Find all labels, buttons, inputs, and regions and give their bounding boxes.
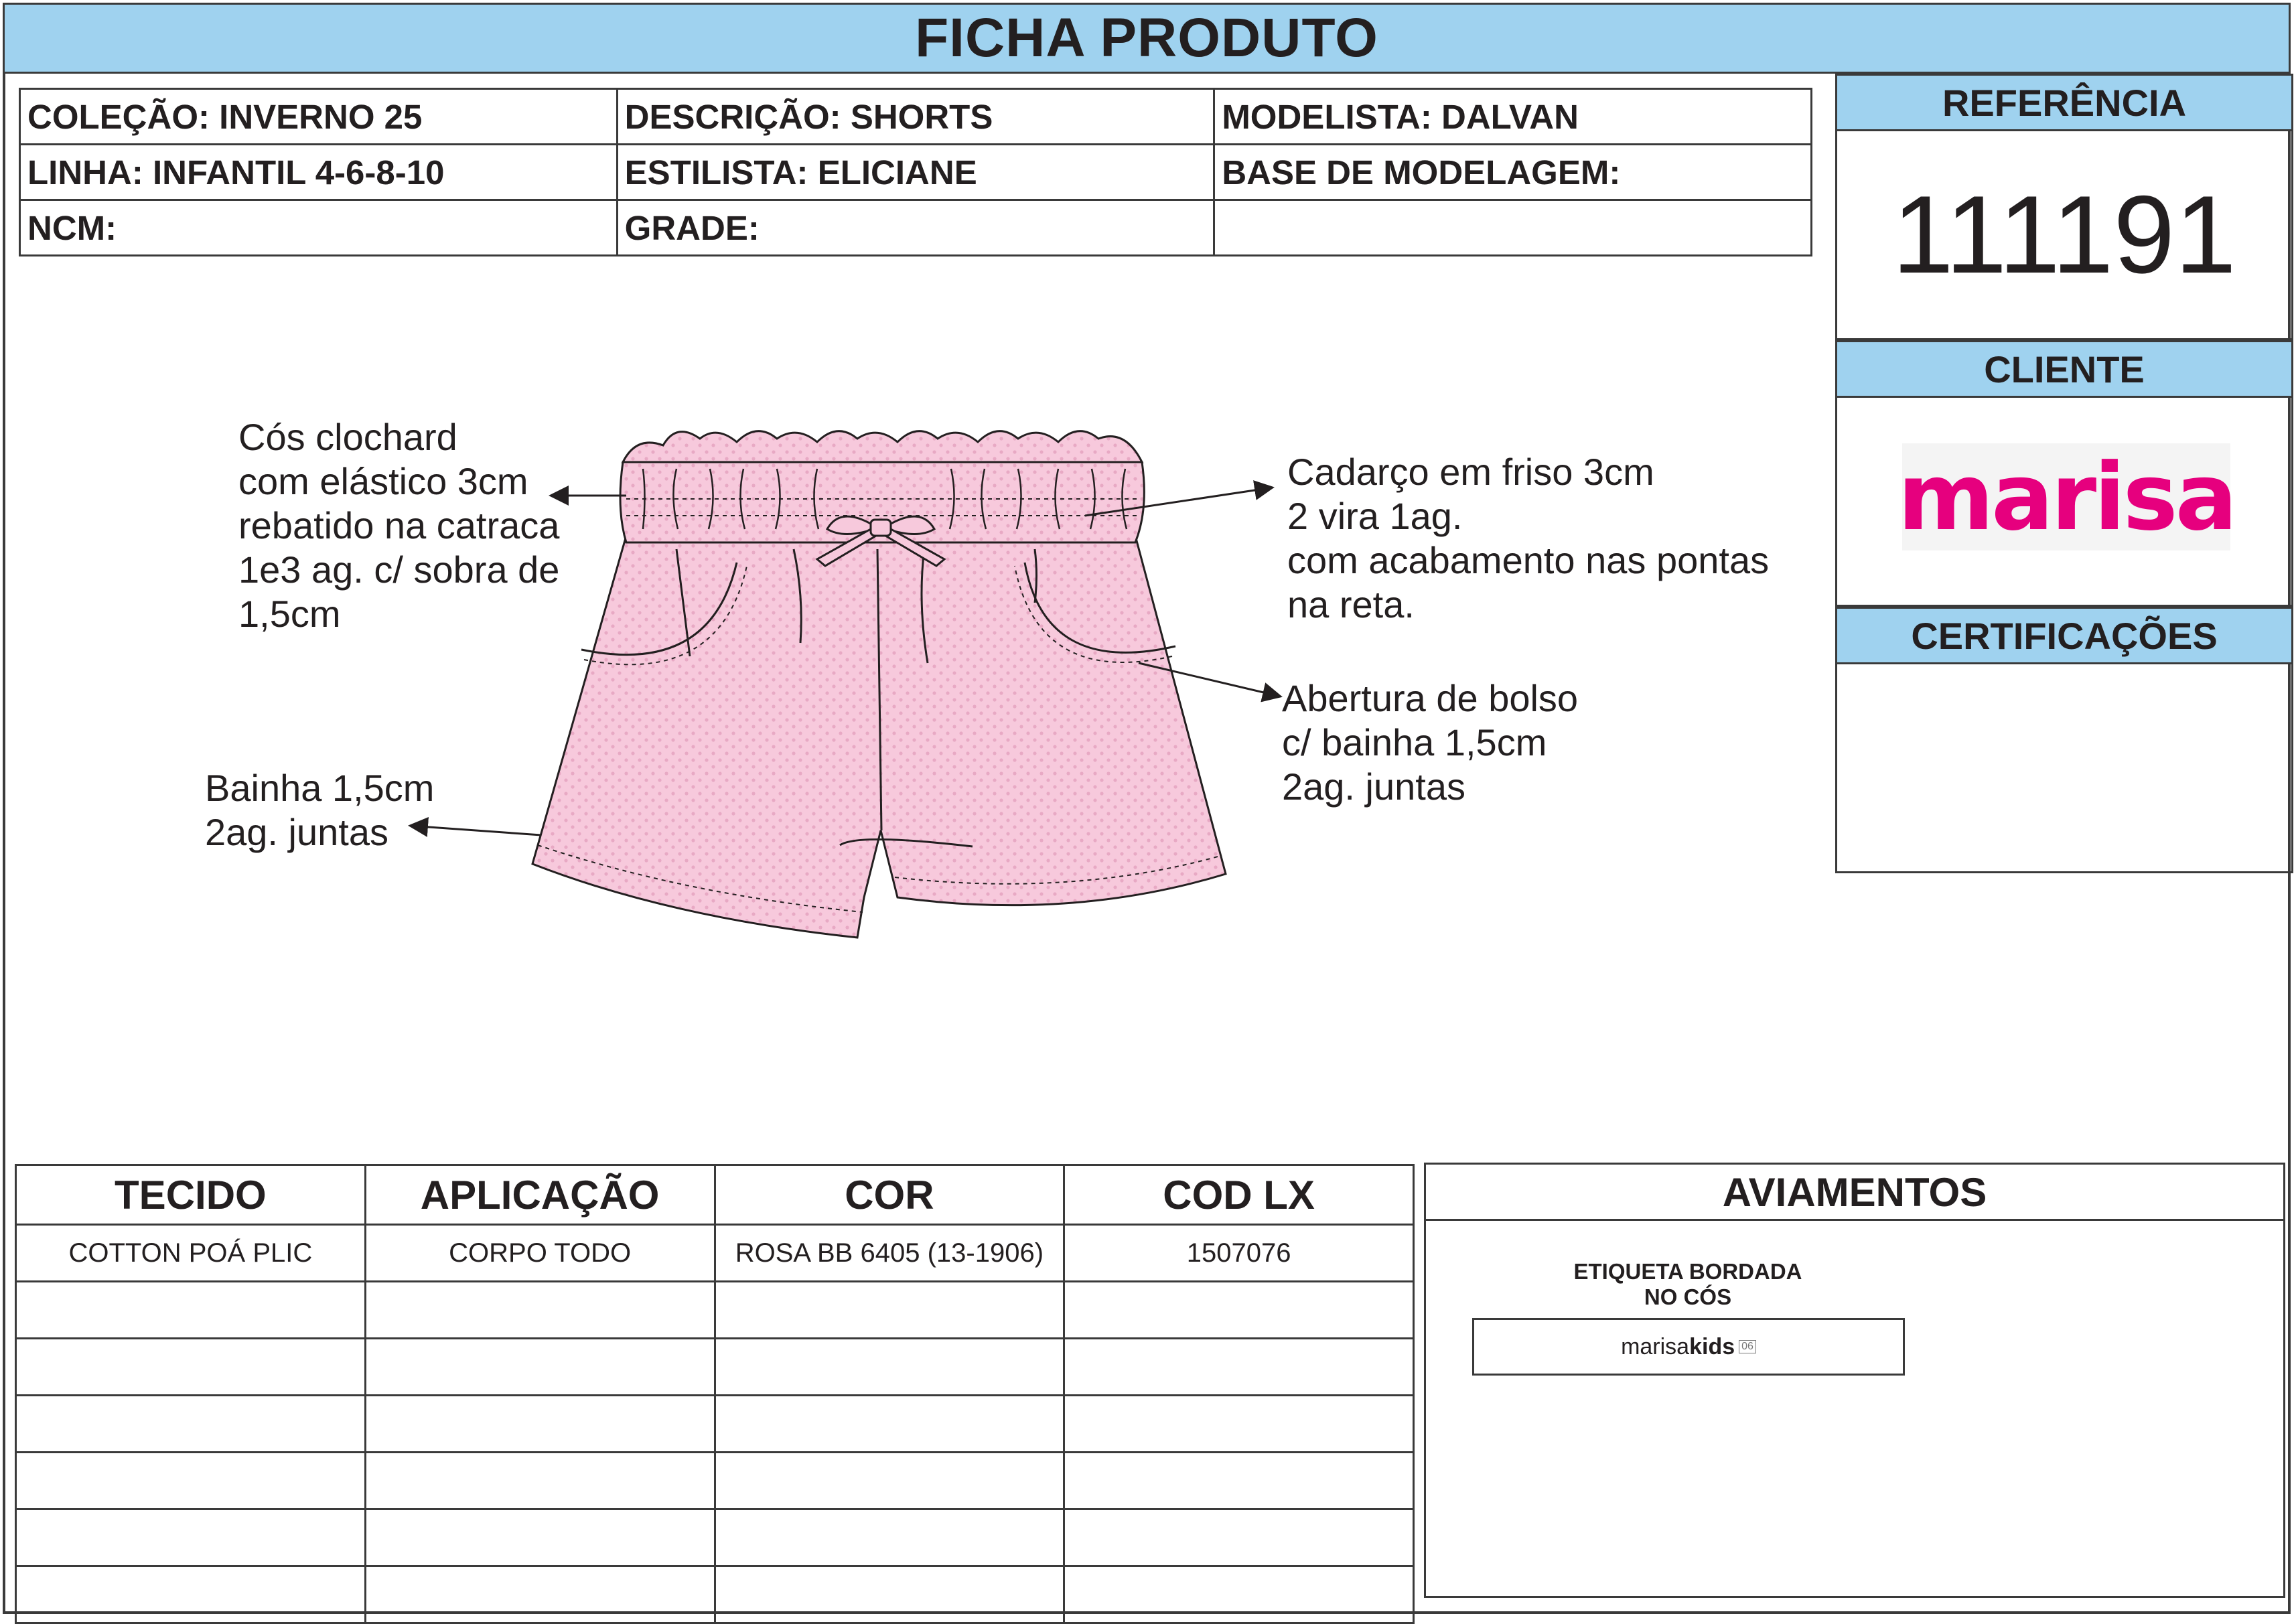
cell-cor: ROSA BB 6405 (13-1906) [715,1225,1064,1282]
descricao-field: DESCRIÇÃO: SHORTS [617,89,1214,145]
header-aplicacao: APLICAÇÃO [365,1165,715,1225]
header-cor: COR [715,1165,1064,1225]
table-row [16,1339,1414,1396]
referencia-label: REFERÊNCIA [1835,74,2293,131]
label-brand: marisa [1621,1333,1690,1359]
aviamentos-title: AVIAMENTOS [1426,1165,2283,1221]
base-modelagem-field: BASE DE MODELAGEM: [1214,145,1812,200]
table-row [16,1453,1414,1509]
note-bainha: Bainha 1,5cm 2ag. juntas [205,767,435,853]
modelista-field: MODELISTA: DALVAN [1214,89,1812,145]
header-cod-lx: COD LX [1064,1165,1414,1225]
linha-field: LINHA: INFANTIL 4-6-8-10 [20,145,618,200]
embroidered-label [1472,1318,1905,1376]
estilista-field: ESTILISTA: ELICIANE [617,145,1214,200]
ruffle [623,431,1142,462]
header-tecido: TECIDO [16,1165,366,1225]
cell-cod-lx: 1507076 [1064,1225,1414,1282]
label-size: 06 [1739,1340,1756,1353]
grade-field: GRADE: [617,200,1214,256]
table-row [16,1282,1414,1339]
table-row [16,1225,1414,1282]
materials-table [15,1164,1415,1624]
colecao-field: COLEÇÃO: INVERNO 25 [20,89,618,145]
cell-aplicacao: CORPO TODO [365,1225,715,1282]
label-caption: ETIQUETA BORDADA NO CÓS [1573,1259,1802,1309]
ncm-field: NCM: [20,200,618,256]
cell-tecido: COTTON POÁ PLIC [16,1225,366,1282]
table-row [16,1396,1414,1453]
aviamentos-box [1424,1163,2285,1598]
marisa-logo-text: marisa [1897,443,2235,551]
cliente-label: CLIENTE [1835,340,2293,398]
note-cos: Cós clochard com elástico 3cm rebatido na catraca 1e3 ag. c/ sobra de 1,5cm [238,416,560,635]
note-cadarco: Cadarço em friso 3cm 2 vira 1ag. com acabamento nas pontas na reta. [1287,451,1770,625]
referencia-value: 111191 [1892,173,2236,296]
certificacoes-label: CERTIFICAÇÕES [1835,607,2293,664]
table-row [16,1509,1414,1566]
label-kids: kids [1689,1333,1735,1359]
page-title: FICHA PRODUTO [3,3,2291,74]
note-bolso: Abertura de bolso c/ bainha 1,5cm 2ag. juntas [1282,677,1579,808]
table-row [16,1566,1414,1623]
